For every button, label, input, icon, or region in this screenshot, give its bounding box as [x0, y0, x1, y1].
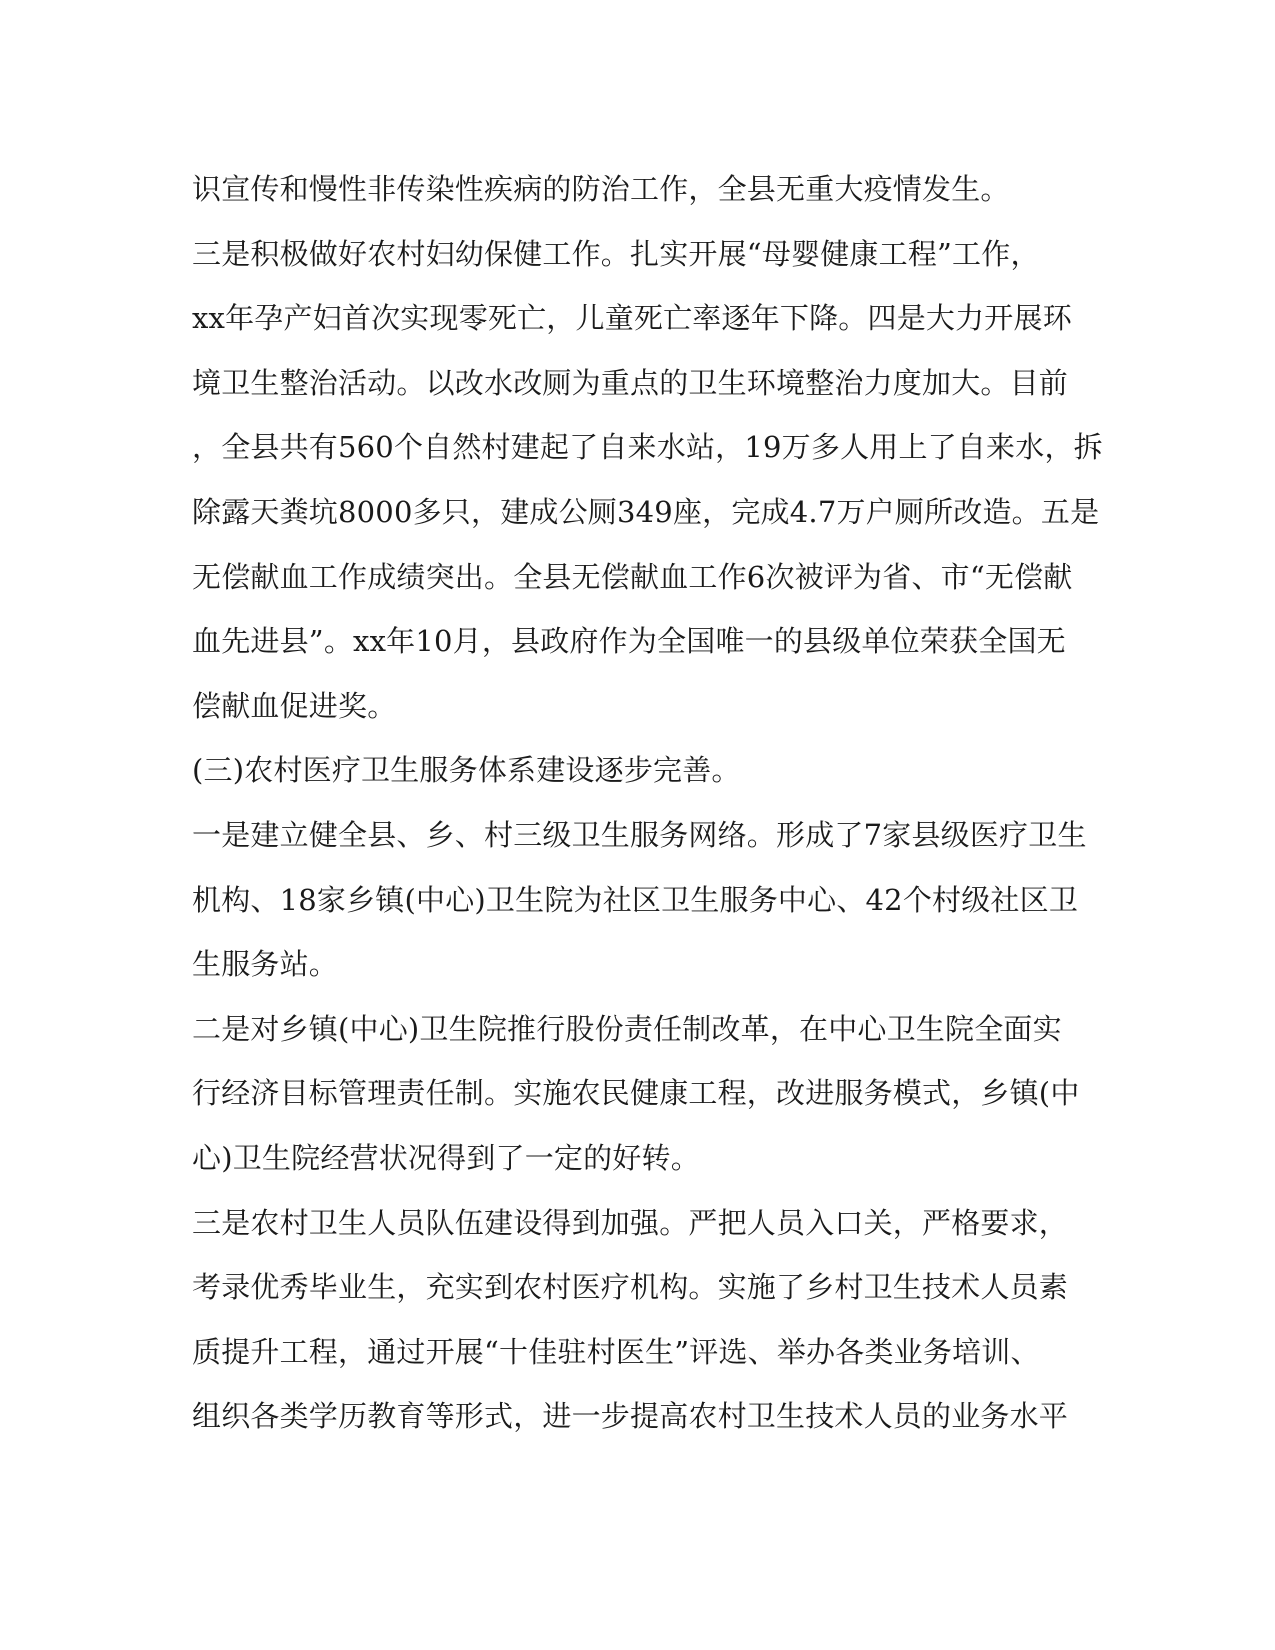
text-line: 一是建立健全县、乡、村三级卫生服务网络。形成了7家县级医疗卫生: [192, 817, 1087, 852]
text-line: 无偿献血工作成绩突出。全县无偿献血工作6次被评为省、市“无偿献: [192, 559, 1073, 594]
text-line: 行经济目标管理责任制。实施农民健康工程，改进服务模式，乡镇(中: [192, 1076, 1080, 1111]
text-line: 机构、18家乡镇(中心)卫生院为社区卫生服务中心、42个村级社区卫: [192, 882, 1079, 917]
text-line: 组织各类学历教育等形式，进一步提高农村卫生技术人员的业务水平: [192, 1399, 1069, 1434]
text-line: 生服务站。: [192, 947, 339, 982]
text-line: xx年孕产妇首次实现零死亡，儿童死亡率逐年下降。四是大力开展环: [192, 301, 1072, 336]
text-line: 二是对乡镇(中心)卫生院推行股份责任制改革，在中心卫生院全面实: [192, 1011, 1062, 1046]
text-line: 三是积极做好农村妇幼保健工作。扎实开展“母婴健康工程”工作，: [192, 236, 1040, 271]
text-line: 偿献血促进奖。: [192, 688, 397, 723]
text-line: 质提升工程，通过开展“十佳驻村医生”评选、举办各类业务培训、: [192, 1334, 1040, 1369]
text-line: 三是农村卫生人员队伍建设得到加强。严把人员入口关，严格要求，: [192, 1205, 1069, 1240]
text-line: 除露天粪坑8000多只，建成公厕349座，完成4.7万户厕所改造。五是: [192, 494, 1100, 529]
text-line: 心)卫生院经营状况得到了一定的好转。: [192, 1140, 700, 1175]
body-text: [192, 162, 1103, 1454]
text-line: 识宣传和慢性非传染性疾病的防治工作，全县无重大疫情发生。: [192, 172, 1010, 206]
text-line: 境卫生整治活动。以改水改厕为重点的卫生环境整治力度加大。目前: [192, 365, 1069, 400]
text-line: 血先进县”。xx年10月，县政府作为全国唯一的县级单位荣获全国无: [192, 624, 1066, 659]
text-line: 考录优秀毕业生，充实到农村医疗机构。实施了乡村卫生技术人员素: [192, 1270, 1069, 1305]
text-line: ，全县共有560个自然村建起了自来水站，19万多人用上了自来水，拆: [192, 430, 1103, 465]
section-heading: (三)农村医疗卫生服务体系建设逐步完善。: [192, 753, 741, 788]
